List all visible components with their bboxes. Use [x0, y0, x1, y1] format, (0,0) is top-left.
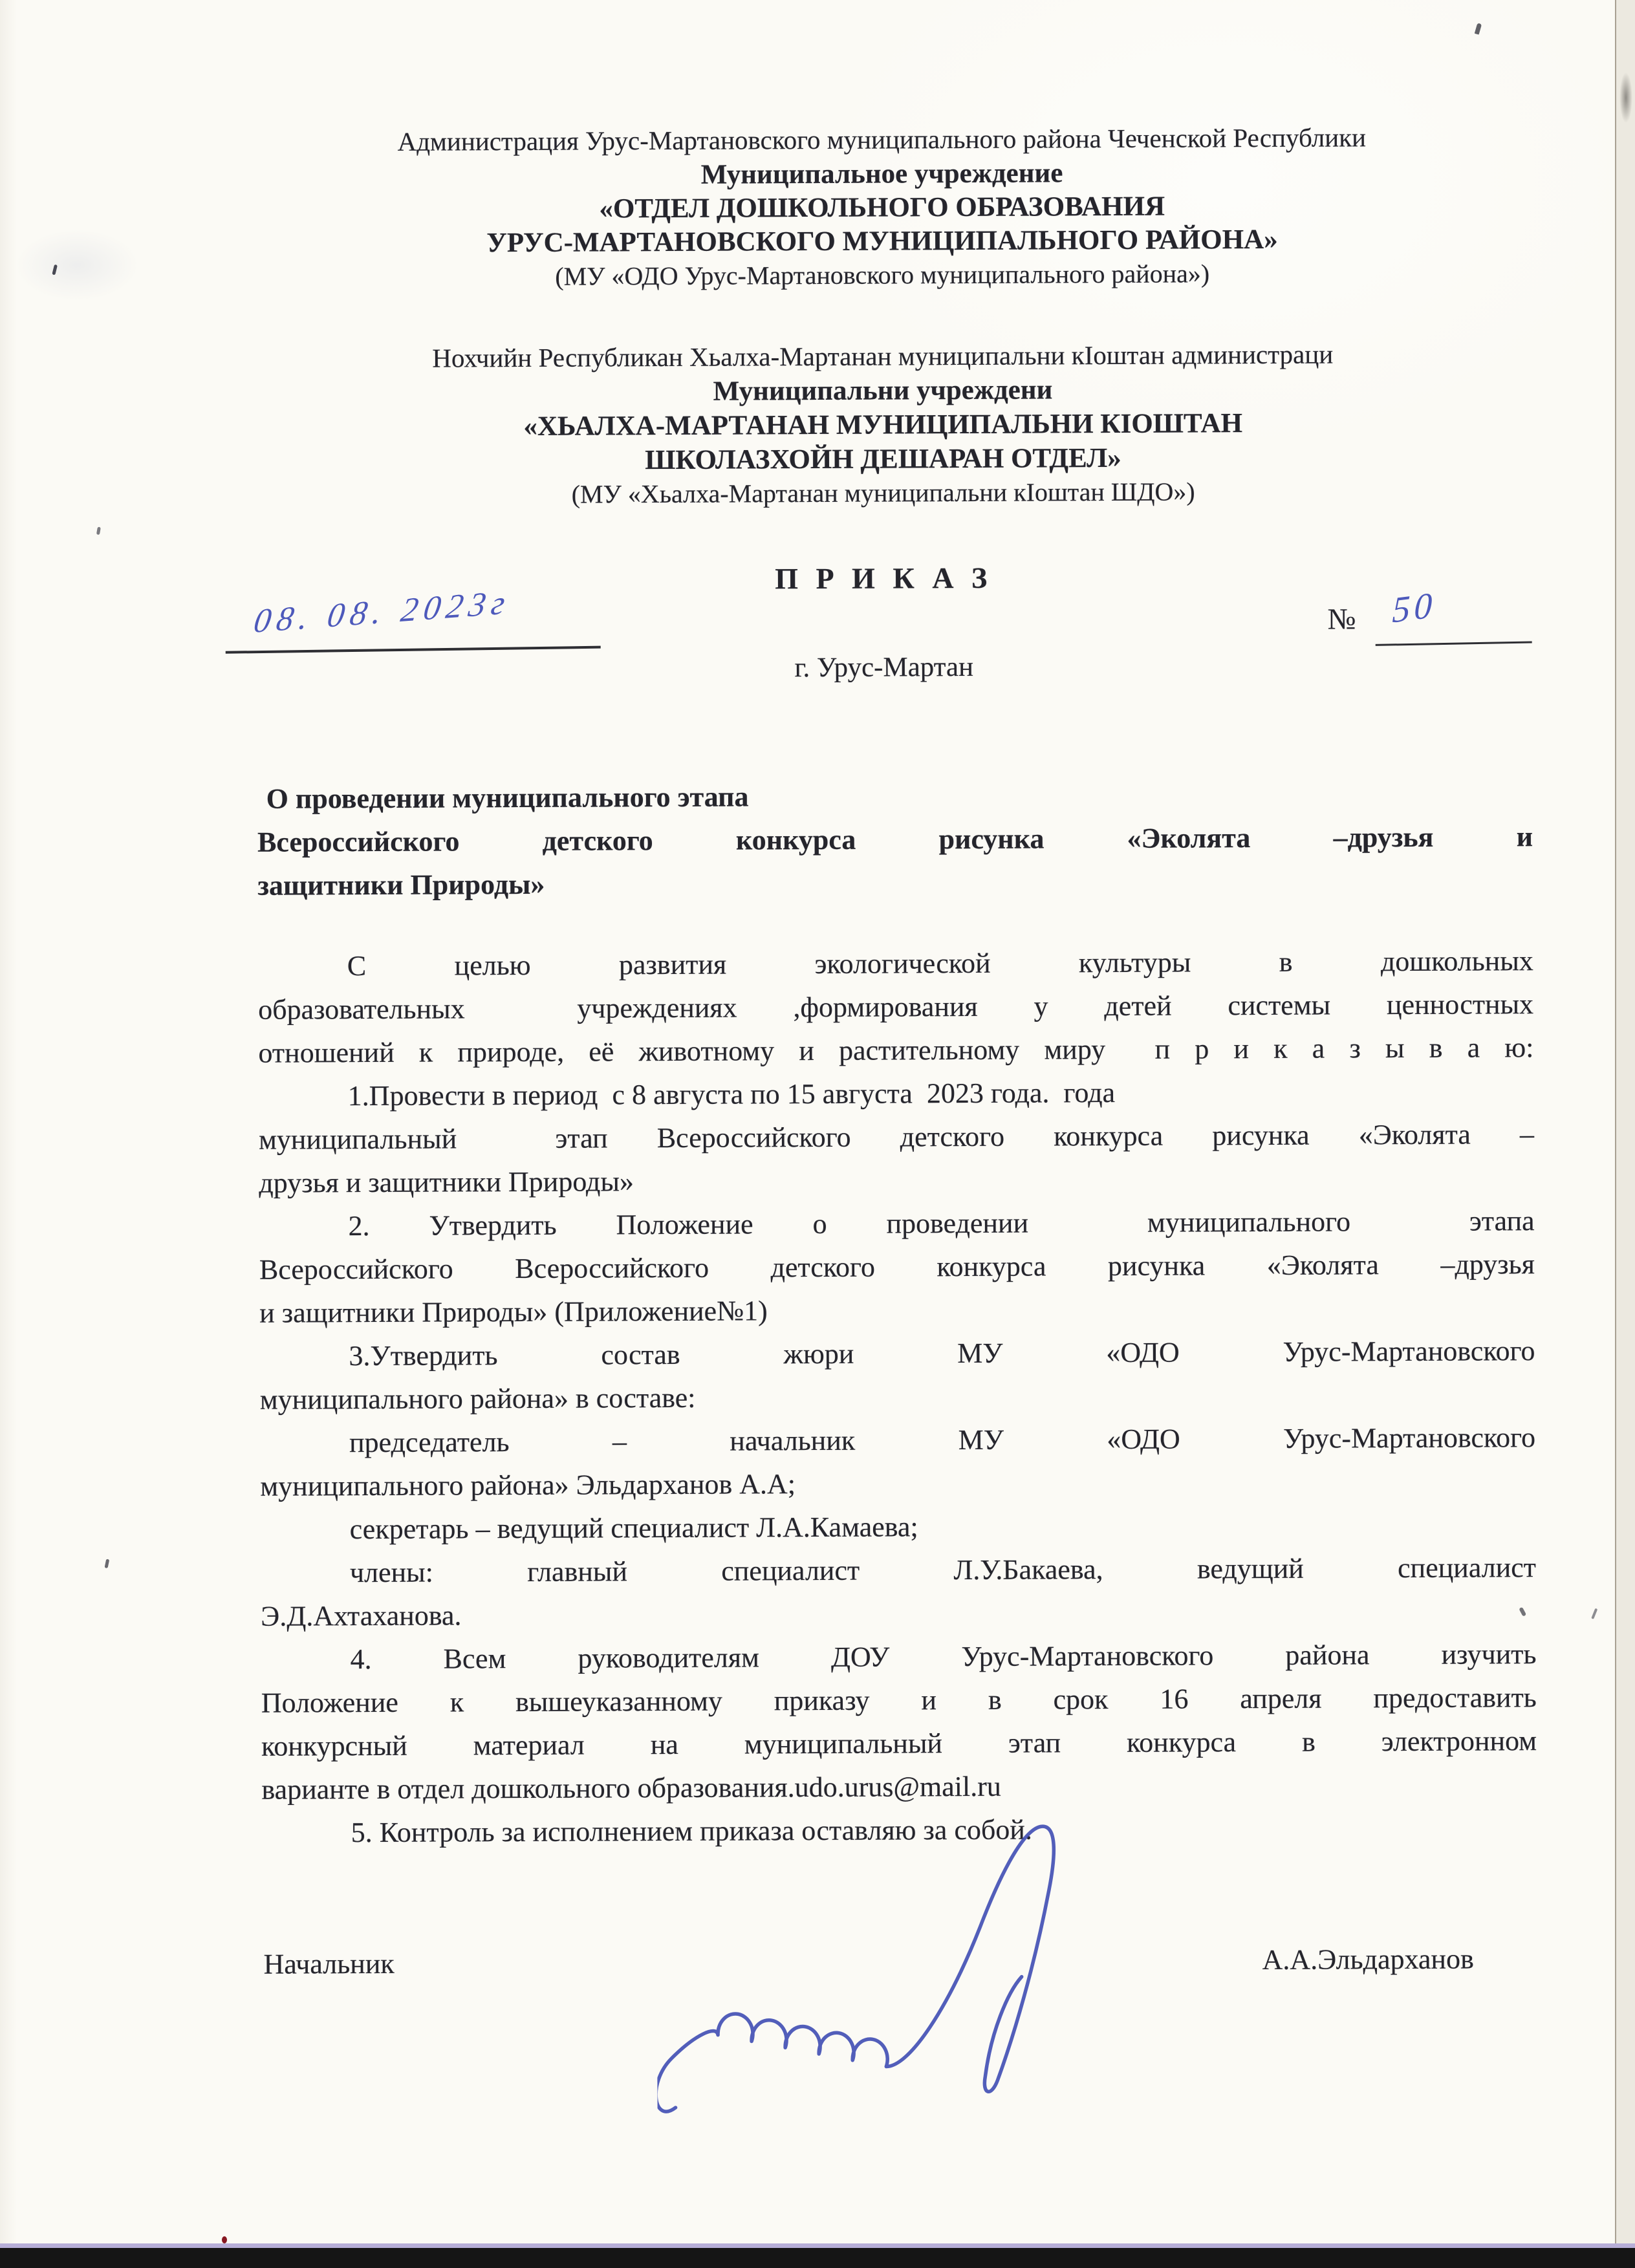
handwritten-signature — [656, 1820, 1110, 2119]
body-line: 2. Утвердить Положение о проведении муниципального этапа — [348, 1205, 1535, 1242]
header-che-line-5: (МУ «Хьалха-Мартанан муниципальни кIоштан ШДО») — [571, 477, 1195, 509]
body-line: председатель – начальник МУ «ОДО Урус-Мартановского — [349, 1421, 1536, 1459]
subject-line-2: Всероссийского детского конкурса рисунка «Эколята –друзья и — [257, 821, 1533, 858]
body-line: муниципального района» Эльдарханов А.А; — [260, 1468, 796, 1502]
body-line: варианте в отдел дошкольного образования.udo.urus@mail.ru — [261, 1770, 1001, 1806]
body-line: секретарь – ведущий специалист Л.А.Камаева; — [349, 1511, 918, 1546]
body-line: члены: главный специалист Л.У.Бакаева, ведущий специалист — [349, 1551, 1537, 1589]
body-line: С целью развития экологической культуры в дошкольных — [347, 945, 1533, 982]
body-line: 3.Утвердить состав жюри МУ «ОДО Урус-Мартановского — [349, 1335, 1535, 1372]
scan-footer-line — [0, 2243, 1635, 2248]
scan-speck — [96, 527, 101, 535]
header-ru-line-2: Муниципальное учреждение — [700, 158, 1063, 190]
body-line: муниципального района» в составе: — [259, 1381, 696, 1416]
header-che-line-4: ШКОЛАЗХОЙН ДЕШАРАН ОТДЕЛ» — [645, 442, 1121, 476]
body-line: Э.Д.Ахтаханова. — [261, 1599, 462, 1632]
body-line: и защитники Природы» (Приложение№1) — [259, 1295, 768, 1329]
body-line: муниципальный этап Всероссийского детского конкурса рисунка «Эколята – — [258, 1118, 1535, 1156]
signoff-name: А.А.Эльдарханов — [1262, 1943, 1474, 1976]
body-line: 4. Всем руководителям ДОУ Урус-Мартановского района изучить — [350, 1638, 1537, 1676]
order-title: П Р И К А З — [775, 561, 993, 596]
header-ru-line-5: (МУ «ОДО Урус-Мартановского муниципального района») — [555, 259, 1210, 291]
header-che-line-2: Муниципальни учреждени — [713, 374, 1053, 407]
subject-line-1: О проведении муниципального этапа — [266, 781, 749, 815]
number-underline — [1376, 641, 1532, 645]
scan-smudge — [1619, 72, 1632, 123]
body-line: отношений к природе, её животному и растительному миру п р и к а з ы в а ю: — [258, 1031, 1534, 1069]
body-line: друзья и защитники Природы» — [259, 1165, 634, 1199]
scan-speck — [105, 1559, 110, 1568]
scan-page-edge — [1615, 0, 1635, 2268]
body-line: Всероссийского Всероссийского детского конкурса рисунка «Эколята –друзья — [259, 1248, 1535, 1286]
body-line: 1.Провести в период с 8 августа по 15 августа 2023 года. года — [347, 1076, 1116, 1112]
header-ru-line-1: Администрация Урус-Мартановского муниципального района Чеченской Республики — [397, 122, 1367, 157]
handwritten-order-number: 50 — [1391, 585, 1437, 631]
body-line: образовательных учреждениях ,формирования у детей системы ценностных — [258, 988, 1534, 1026]
order-number-label: № — [1327, 602, 1356, 636]
scan-smudge — [16, 230, 138, 301]
scan-footer-band — [0, 2248, 1635, 2268]
subject-line-3: защитники Природы» — [257, 868, 545, 902]
header-ru-line-4: УРУС-МАРТАНОВСКОГО МУНИЦИПАЛЬНОГО РАЙОНА» — [486, 224, 1278, 259]
handwritten-date: 08. 08. 2023г — [251, 583, 514, 641]
body-line: конкурсный материал на муниципальный этап конкурса в электронном — [261, 1725, 1537, 1762]
header-che-line-3: «ХЬАЛХА-МАРТАНАН МУНИЦИПАЛЬНИ КIОШТАН — [523, 408, 1243, 442]
scan-speck — [1591, 1608, 1597, 1619]
scan-red-speck — [222, 2236, 227, 2243]
header-che-line-1: Нохчийн Республикан Хьалха-Мартанан муниципальни кIоштан администраци — [432, 339, 1334, 373]
body-line: Положение к вышеуказанному приказу и в срок 16 апреля предоставить — [261, 1681, 1537, 1719]
order-place: г. Урус-Мартан — [794, 651, 974, 684]
signoff-position: Начальник — [263, 1947, 395, 1980]
header-ru-line-3: «ОТДЕЛ ДОШКОЛЬНОГО ОБРАЗОВАНИЯ — [599, 191, 1165, 224]
body-line: 5. Контроль за исполнением приказа оставляю за собой. — [351, 1813, 1032, 1849]
